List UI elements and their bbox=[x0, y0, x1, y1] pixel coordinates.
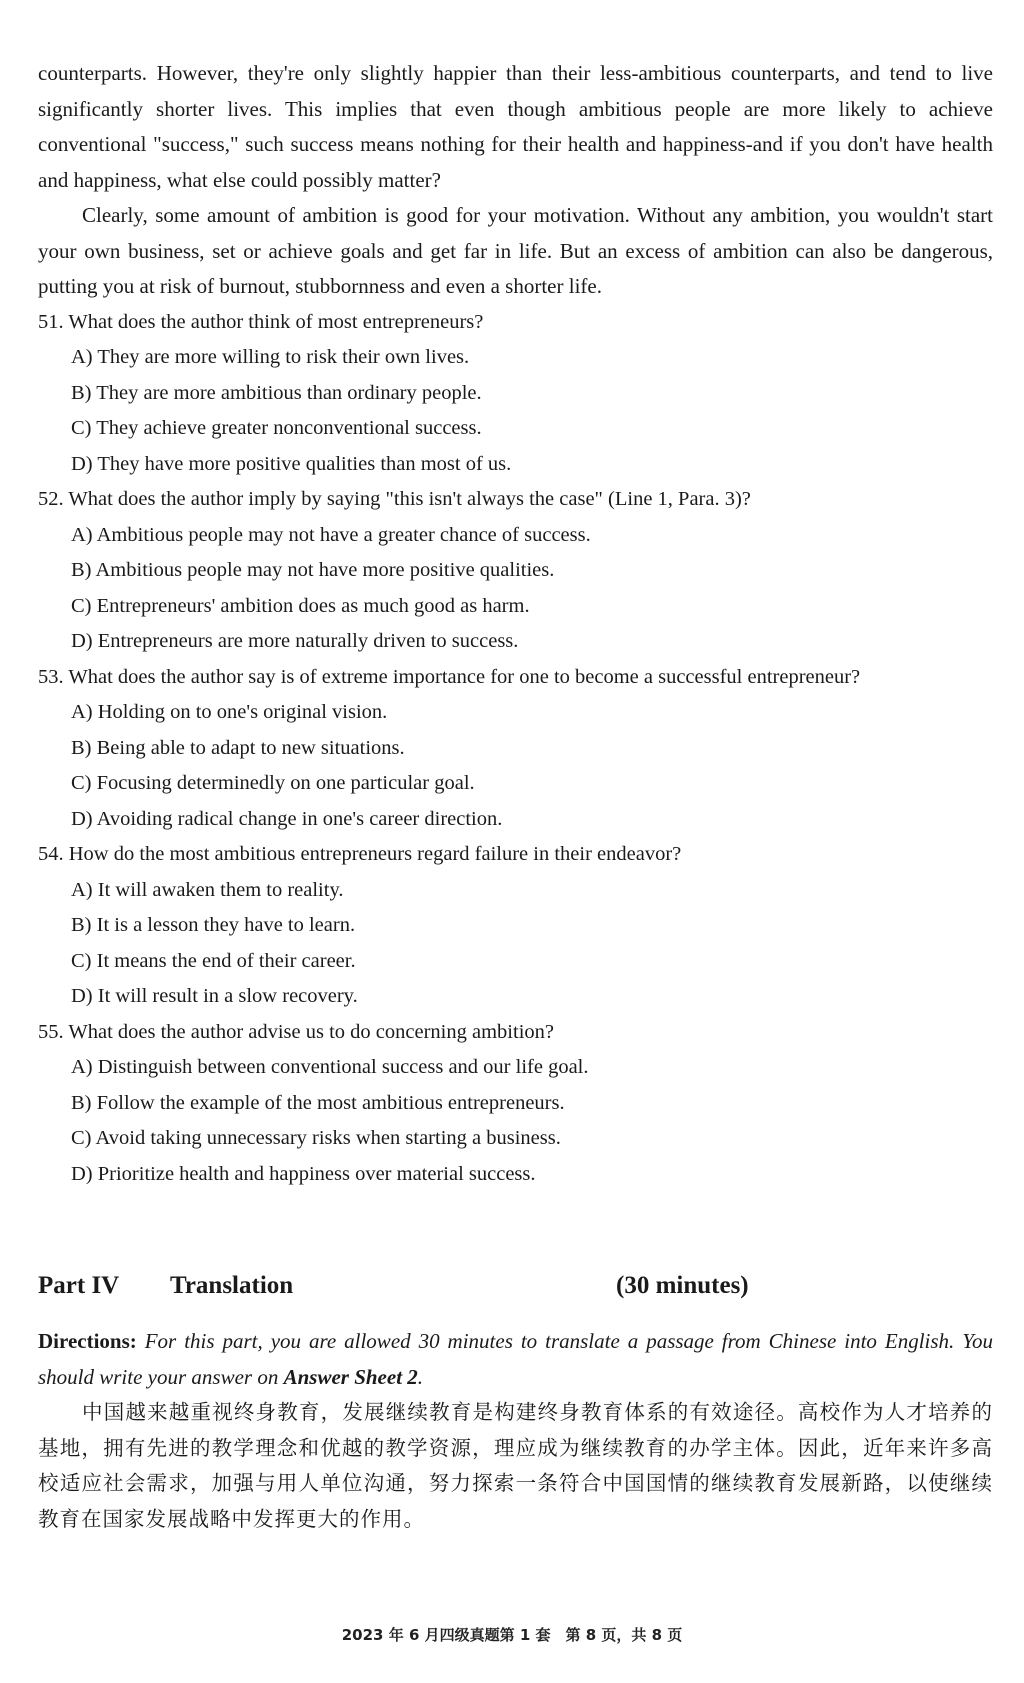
part-heading bbox=[38, 1272, 993, 1312]
directions-label: Directions: bbox=[38, 1329, 137, 1353]
question-54 bbox=[38, 837, 993, 1015]
part-title: Translation bbox=[170, 1272, 294, 1299]
option-d: D) Prioritize health and happiness over material success. bbox=[71, 1162, 536, 1185]
part-number: Part IV bbox=[38, 1272, 120, 1299]
answer-sheet-ref: Answer Sheet 2 bbox=[283, 1364, 418, 1389]
question-stem: 51. What does the author think of most entrepreneurs? bbox=[38, 310, 484, 333]
part-time: (30 minutes) bbox=[616, 1272, 749, 1299]
option-a: A) Holding on to one's original vision. bbox=[71, 701, 388, 723]
option-b: B) They are more ambitious than ordinary people. bbox=[71, 381, 482, 404]
option-c: C) Avoid taking unnecessary risks when starting a business. bbox=[71, 1127, 561, 1149]
question-52 bbox=[38, 482, 993, 660]
option-a: A) Ambitious people may not have a greater chance of success. bbox=[71, 523, 591, 546]
option-d: D) Entrepreneurs are more naturally driven to success. bbox=[71, 630, 519, 652]
passage-paragraph-2: Clearly, some amount of ambition is good for your motivation. Without any ambition, you wouldn't start your own business, set or achieve goals and get far in life. But an excess of ambition can also be dangerous, putting you at risk of burnout, stubbornness and even a shorter life. bbox=[38, 203, 993, 298]
directions-end: . bbox=[417, 1364, 424, 1389]
option-b: B) Ambitious people may not have more positive qualities. bbox=[71, 559, 555, 581]
option-c: C) Entrepreneurs' ambition does as much good as harm. bbox=[71, 594, 530, 617]
question-stem: 54. How do the most ambitious entrepreneurs regard failure in their endeavor? bbox=[38, 843, 682, 865]
option-c: C) Focusing determinedly on one particular goal. bbox=[71, 772, 475, 794]
option-c: C) They achieve greater nonconventional success. bbox=[71, 417, 482, 439]
question-stem: 53. What does the author say is of extreme importance for one to become a successful entrepreneur? bbox=[38, 665, 861, 688]
question-stem: 55. What does the author advise us to do concerning ambition? bbox=[38, 1020, 554, 1043]
option-b: B) Being able to adapt to new situations. bbox=[71, 736, 405, 759]
chinese-passage: 中国越来越重视终身教育，发展继续教育是构建终身教育体系的有效途径。高校作为人才培养的基地，拥有先进的教学理念和优越的教学资源，理应成为继续教育的办学主体。因此，近年来许多高校适应社会需求，加强与用人单位沟通，努力探索一条符合中国国情的继续教育发展新路，以使继续教育在国家发展战略中发挥更大的作用。 bbox=[38, 1400, 993, 1531]
question-stem: 52. What does the author imply by saying "this isn't always the case" (Line 1, Para. 3)? bbox=[38, 488, 751, 510]
question-55 bbox=[38, 1015, 993, 1193]
option-c: C) It means the end of their career. bbox=[71, 949, 356, 972]
option-b: B) Follow the example of the most ambitious entrepreneurs. bbox=[71, 1091, 565, 1114]
directions-text: For this part, you are allowed 30 minutes to translate a passage from Chinese into English. You should write your answer on bbox=[38, 1329, 994, 1389]
question-51 bbox=[38, 305, 993, 483]
option-d: D) It will result in a slow recovery. bbox=[71, 985, 358, 1007]
exam-page bbox=[38, 56, 993, 1537]
option-a: A) Distinguish between conventional success and our life goal. bbox=[71, 1056, 589, 1078]
option-d: D) They have more positive qualities than most of us. bbox=[71, 452, 512, 475]
option-a: A) They are more willing to risk their own lives. bbox=[71, 346, 470, 368]
option-a: A) It will awaken them to reality. bbox=[71, 878, 344, 901]
option-b: B) It is a lesson they have to learn. bbox=[71, 914, 356, 936]
passage-paragraph-1: counterparts. However, they're only slightly happier than their less-ambitious counterparts, and tend to live significantly shorter lives. This implies that even though ambitious people are more likely to achieve conventional "success," such success means nothing for their health and happiness-and if you don't have health and happiness, what else could possibly matter? bbox=[38, 61, 993, 192]
option-d: D) Avoiding radical change in one's career direction. bbox=[71, 807, 503, 830]
question-53 bbox=[38, 660, 993, 838]
directions bbox=[38, 1324, 993, 1395]
page-footer: 2023 年 6 月四级真题第 1 套 第 8 页，共 8 页 bbox=[341, 1626, 683, 1644]
